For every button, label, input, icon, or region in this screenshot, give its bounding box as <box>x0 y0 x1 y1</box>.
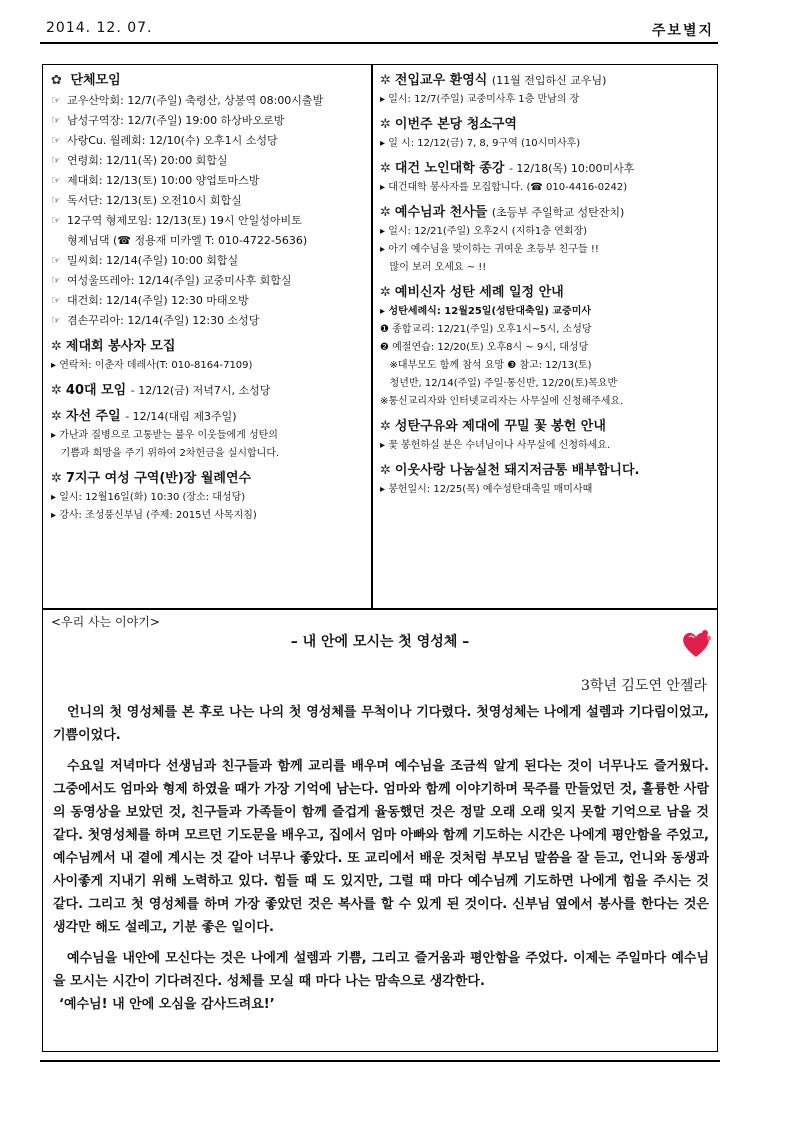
story-title: – 내 안에 모시는 첫 영성체 – <box>290 634 470 650</box>
story-paragraph: 언니의 첫 영성체를 본 후로 나는 나의 첫 영성체를 무척이나 기다렸다. 첫영성체는 나에게 설렘과 기다림이었고, 기쁨이었다. <box>53 705 709 743</box>
pointing-hand-icon: ☞ <box>51 254 61 267</box>
asterisk-icon: ✲ <box>380 161 391 176</box>
pointing-hand-icon: ☞ <box>51 314 61 327</box>
pointing-hand-icon: ☞ <box>51 94 61 107</box>
list-item: ☞ 겸손꾸리아: 12/14(주일) 12:30 소성당 <box>51 311 366 331</box>
section-title: 전입교우 환영식 <box>394 73 488 88</box>
list-item: ☞ 교우산악회: 12/7(주일) 축령산, 상봉역 08:00시출발 <box>51 91 366 111</box>
asterisk-icon: ✲ <box>51 339 62 354</box>
story-paragraph: 예수님을 내안에 모신다는 것은 나에게 설렘과 기쁨, 그리고 즐거움과 평안함을 주었다. 이제는 주일마다 예수님을 모시는 시간이 기다려진다. 성체를 모실 때 마다 나는 맘속으로 생각한다. <box>53 951 709 989</box>
story-body <box>53 701 709 1024</box>
list-item: ☞ 여성울뜨레아: 12/14(주일) 교중미사후 회합실 <box>51 271 366 291</box>
section-title: 예수님과 천사들 <box>394 205 488 220</box>
section-group-meetings <box>51 71 366 331</box>
story-quote: ‘예수님! 내 안에 오심을 감사드려요!’ <box>59 997 275 1012</box>
list-item: ▸ 성탄세례식: 12월25일(성탄대축일) 교중미사 <box>380 306 592 317</box>
list-item: ▸ 일 시: 12/12(금) 7, 8, 9구역 (10시미사후) <box>380 138 581 149</box>
pointing-hand-icon: ☞ <box>51 274 61 287</box>
list-item: 청년반, 12/14(주일) 주일·통신반, 12/20(토)목요반 <box>389 378 618 389</box>
section-cleaning <box>380 115 712 153</box>
list-item: ▸ 봉헌일시: 12/25(목) 예수성탄대축일 매미사때 <box>380 484 593 495</box>
list-item: ☞ 제대회: 12/13(토) 10:00 양업토마스방 <box>51 171 366 191</box>
bulletin-title: 주보별지 <box>651 23 714 39</box>
pointing-hand-icon: ☞ <box>51 174 61 187</box>
pointing-hand-icon: ☞ <box>51 134 61 147</box>
section-title: 대건 노인대학 종강 <box>394 161 505 176</box>
list-item: ▸ 아기 예수님을 맞이하는 귀여운 초등부 친구들 !! <box>380 244 599 255</box>
section-piggy-bank <box>380 461 712 499</box>
asterisk-icon: ✲ <box>380 463 391 478</box>
issue-date: 2014. 12. 07. <box>46 20 153 36</box>
pointing-hand-icon: ☞ <box>51 214 61 227</box>
left-column <box>42 64 373 610</box>
asterisk-icon: ✲ <box>380 117 391 132</box>
story-author: 3학년 김도연 안젤라 <box>581 678 707 694</box>
asterisk-icon: ✲ <box>380 205 391 220</box>
asterisk-icon: ✲ <box>380 419 391 434</box>
story-label: <우리 사는 이야기> <box>51 615 160 629</box>
section-title: 7지구 여성 구역(반)장 월례연수 <box>65 471 252 486</box>
list-item: ※대부모도 함께 참석 요망 ❸ 참고: 12/13(토) <box>389 360 592 371</box>
asterisk-icon: ✲ <box>380 73 391 88</box>
pointing-hand-icon: ☞ <box>51 114 61 127</box>
section-40s-meeting: ✲ 40대 모임 - 12/12(금) 저녁7시, 소성당 <box>51 383 271 398</box>
list-item: ☞ 연령회: 12/11(목) 20:00 회합실 <box>51 151 366 171</box>
list-item: 많이 보러 오세요 ~ !! <box>389 262 487 273</box>
list-item: ▸ 가난과 질병으로 고통받는 불우 이웃들에게 성탄의 <box>51 430 278 441</box>
pointing-hand-icon: ☞ <box>51 154 61 167</box>
list-item: ☞ 밀씨회: 12/14(주일) 10:00 회합실 <box>51 251 366 271</box>
section-title: 제대회 봉사자 모집 <box>65 339 176 354</box>
section-altar-volunteers <box>51 337 366 375</box>
list-item: ▸ 대건대학 봉사자를 모집합니다. (☎ 010-4416-0242) <box>380 182 628 193</box>
list-item: ▸ 꽃 봉헌하실 분은 수녀님이나 사무실에 신청하세요. <box>380 440 611 451</box>
story-box <box>42 608 718 1052</box>
list-item: ☞ 12구역 형제모임: 12/13(토) 19시 안일성아비토 <box>51 211 366 231</box>
list-item: ☞ 남성구역장: 12/7(주일) 19:00 하상바오로방 <box>51 111 366 131</box>
list-item: ▸ 연락처: 이춘자 데레사(T: 010-8164-7109) <box>51 360 253 371</box>
footer-divider <box>40 1060 720 1062</box>
asterisk-icon: ✲ <box>51 471 62 486</box>
page-header <box>46 20 714 42</box>
list-item: 기쁨과 희망을 주기 위하여 2차헌금을 실시합니다. <box>60 448 280 459</box>
asterisk-icon: ✲ <box>380 285 391 300</box>
list-item: ※통신교리자와 인터넷교리자는 사무실에 신청해주세요. <box>380 396 624 407</box>
section-welcome: ✲ 전입교우 환영식 (11월 전입하신 교우님) ▸ 일시: 12/7(주일) 교중미사후 1층 만남의 장 <box>380 71 712 109</box>
list-item: ▸ 강사: 조성풍신부님 (주제: 2015년 사목지침) <box>51 510 257 521</box>
header-divider <box>40 42 718 44</box>
section-title: 이번주 본당 청소구역 <box>394 117 517 132</box>
list-item: ▸ 일시: 12/21(주일) 오후2시 (지하1층 연회장) <box>380 226 588 237</box>
list-item: ▸ 일시: 12/7(주일) 교중미사후 1층 만남의 장 <box>380 94 580 105</box>
section-title: 자선 주일 <box>65 409 121 424</box>
pointing-hand-icon: ☞ <box>51 194 61 207</box>
section-district-training <box>51 469 366 525</box>
list-item: ❷ 예절연습: 12/20(토) 오후8시 ~ 9시, 대성당 <box>380 342 589 353</box>
list-item: ▸ 일시: 12월16일(화) 10:30 (장소: 대성당) <box>51 492 246 503</box>
pointing-hand-icon: ☞ <box>51 294 61 307</box>
right-column <box>371 64 718 610</box>
section-senior-college: ✲ 대건 노인대학 종강 - 12/18(목) 10:00미사후 ▸ 대건대학 봉사자를 모집합니다. (☎ 010-4416-0242) <box>380 159 712 197</box>
section-title: 40대 모임 <box>65 383 127 398</box>
list-item: ☞ 대건회: 12/14(주일) 12:30 마태오방 <box>51 291 366 311</box>
story-paragraph: 수요일 저녁마다 선생님과 친구들과 함께 교리를 배우며 예수님을 조금씩 알게 된다는 것이 너무나도 즐거웠다. 그중에서도 엄마와 형제 하였을 때가 가장 기억에 남는다. 엄마와 함께 이야기하며 묵주를 만들었던 것, 훌륭한 사람의 동영상을 보았던 것, 친구들과 가족들이 함께 즐겁게 율동했던 것은 정말 오래 오래 잊지 못할 기억으로 남을 것 같다. 첫영성체를 하며 모르던 기도문을 배우고, 집에서 엄마 아빠와 함께 기도하는 시간은 나에게 평안함을 주었고, 예수님께서 내 곁에 계시는 것 같아 너무나 좋았다. 또 교리에서 배운 것처럼 부모님 말씀을 잘 듣고, 언니와 동생과 사이좋게 지내기 위해 노력하고 있다. 힘들 때 도 있지만, 그럴 때 마다 예수님께 기도하면 나에게 힘을 주시는 것 같다. 그리고 첫 영성체를 하며 가장 좋았던 것은 복사를 할 수 있게 된 것이다. 신부님 옆에서 봉사를 한다는 것은 생각만 해도 설레고, 기분 좋은 일이다. <box>53 759 709 935</box>
heart-icon <box>679 627 713 665</box>
list-item: ☞ 사랑Cu. 월례회: 12/10(수) 오후1시 소성당 <box>51 131 366 151</box>
list-item: ❶ 종합교리: 12/21(주일) 오후1시~5시, 소성당 <box>380 324 592 335</box>
list-item: 형제님댁 (☎ 정용재 미카엘 T: 010-4722-5636) <box>67 234 308 247</box>
asterisk-icon: ✲ <box>51 383 62 398</box>
section-title: 예비신자 성탄 세례 일정 안내 <box>394 285 564 300</box>
flower-icon: ✿ <box>51 73 62 88</box>
section-charity-sunday: ✲ 자선 주일 - 12/14(대림 제3주일) ▸ 가난과 질병으로 고통받는 불우 이웃들에게 성탄의 기쁨과 희망을 주기 위하여 2차헌금을 실시합니다. <box>51 407 366 463</box>
section-title: 이웃사랑 나눔실천 돼지저금통 배부합니다. <box>394 463 640 478</box>
list-item: ☞ 독서단: 12/13(토) 오전10시 회합실 <box>51 191 366 211</box>
section-christmas-party: ✲ 예수님과 천사들 (초등부 주일학교 성탄잔치) ▸ 일시: 12/21(주일) 오후2시 (지하1층 연회장) ▸ 아기 예수님을 맞이하는 귀여운 초등부 친구들 !! 많이 보러 오세요 ~ !! <box>380 203 712 277</box>
section-title: 단체모임 <box>70 73 121 88</box>
section-flower-offering <box>380 417 712 455</box>
section-baptism-schedule <box>380 283 712 411</box>
section-title: 성탄구유와 제대에 꾸밀 꽃 봉헌 안내 <box>394 419 606 434</box>
asterisk-icon: ✲ <box>51 409 62 424</box>
